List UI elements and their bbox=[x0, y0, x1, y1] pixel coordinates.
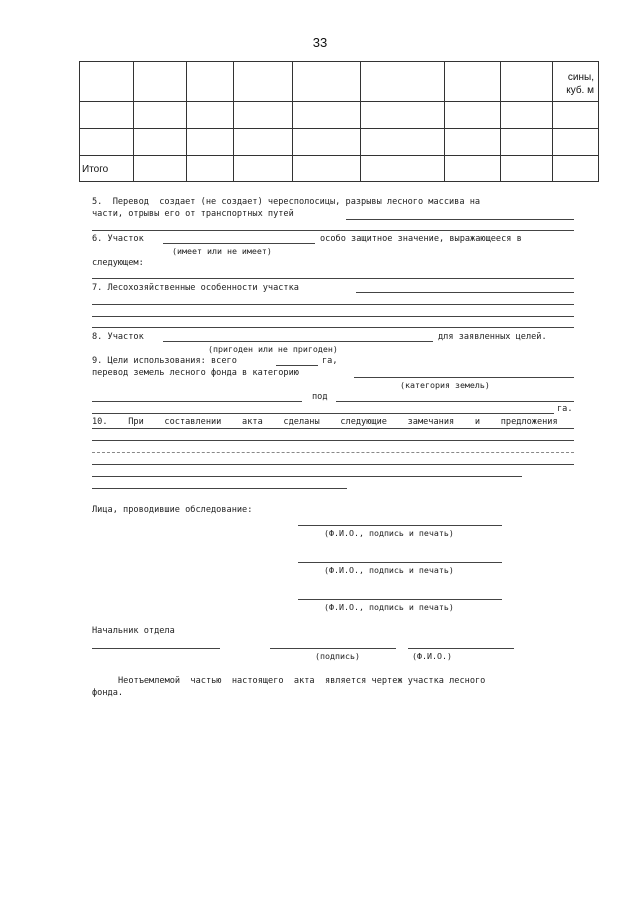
item9-category-fill[interactable] bbox=[354, 377, 574, 378]
signature-line-3[interactable] bbox=[298, 599, 502, 600]
item8-fill-line[interactable] bbox=[163, 341, 433, 342]
item10-fill-line-3[interactable] bbox=[92, 452, 574, 453]
head-extra-line[interactable] bbox=[92, 648, 220, 649]
item10-fill-line-4[interactable] bbox=[92, 464, 574, 465]
item5-fill-line[interactable] bbox=[346, 219, 574, 220]
item9-pod: под bbox=[312, 392, 328, 402]
item8-label: 8. Участок bbox=[92, 332, 144, 342]
signature-line-2[interactable] bbox=[298, 562, 502, 563]
item6-fill-line[interactable] bbox=[163, 243, 315, 244]
persons-label: Лица, проводившие обследование: bbox=[92, 505, 253, 515]
item7-fill-line-3[interactable] bbox=[92, 316, 574, 317]
table-row bbox=[80, 102, 599, 129]
signature-hint-2: (Ф.И.О., подпись и печать) bbox=[324, 565, 454, 575]
item5-fill-line-2[interactable] bbox=[92, 230, 574, 231]
item7-fill-line-4[interactable] bbox=[92, 327, 574, 328]
item9-hint: (категория земель) bbox=[400, 380, 490, 390]
data-table bbox=[79, 61, 599, 182]
item9-ha: га, bbox=[322, 356, 338, 366]
item9-ga: га. bbox=[557, 404, 573, 414]
total-label-cell bbox=[80, 156, 134, 182]
table-header-cell bbox=[553, 62, 599, 102]
table-row bbox=[80, 62, 599, 102]
signature-hint-1: (Ф.И.О., подпись и печать) bbox=[324, 528, 454, 538]
footer-line1: Неотъемлемой частью настоящего акта является чертеж участка лесного bbox=[118, 676, 486, 686]
table-total-row bbox=[80, 156, 599, 182]
item6-label: 6. Участок bbox=[92, 234, 144, 244]
item10-label: 10. При составлении акта сделаны следующие замечания и предложения bbox=[92, 417, 558, 427]
item9-label: 9. Цели использования: всего bbox=[92, 356, 237, 366]
item9-fill-line-2[interactable] bbox=[92, 401, 302, 402]
item8-text: для заявленных целей. bbox=[438, 332, 547, 342]
signature-line-1[interactable] bbox=[298, 525, 502, 526]
item5-line2: части, отрывы его от транспортных путей bbox=[92, 209, 294, 219]
total-label: Итого bbox=[82, 164, 109, 175]
item7-fill-line[interactable] bbox=[356, 292, 574, 293]
item9-pod-fill[interactable] bbox=[336, 401, 574, 402]
item7-fill-line-2[interactable] bbox=[92, 304, 574, 305]
item9-category-text: перевод земель лесного фонда в категорию bbox=[92, 368, 299, 378]
item8-hint: (пригоден или не пригоден) bbox=[208, 344, 338, 354]
item6-fill-line-2[interactable] bbox=[92, 278, 574, 279]
item5-line1: 5. Перевод создает (не создает) чересполосицы, разрывы лесного массива на bbox=[92, 197, 481, 207]
item10-fill-line-6[interactable] bbox=[92, 488, 347, 489]
item9-fill-line-3[interactable] bbox=[92, 413, 554, 414]
item7-label: 7. Лесохозяйственные особенности участка bbox=[92, 283, 299, 293]
item6-following: следующем: bbox=[92, 258, 144, 268]
page-number: 33 bbox=[312, 35, 328, 50]
item10-fill-line-5[interactable] bbox=[92, 476, 522, 477]
footer-line2: фонда. bbox=[92, 688, 124, 698]
head-fio-line[interactable] bbox=[408, 648, 514, 649]
head-label: Начальник отдела bbox=[92, 626, 175, 636]
item10-fill-line-2[interactable] bbox=[92, 440, 574, 441]
head-sign-line[interactable] bbox=[270, 648, 396, 649]
table-header-text: сины, куб. м bbox=[566, 72, 594, 96]
signature-hint-3: (Ф.И.О., подпись и печать) bbox=[324, 602, 454, 612]
head-fio-hint: (Ф.И.О.) bbox=[412, 651, 452, 661]
item6-text: особо защитное значение, выражающееся в bbox=[320, 234, 522, 244]
table-row bbox=[80, 129, 599, 156]
item10-fill-line-1[interactable] bbox=[92, 428, 574, 429]
head-sign-hint: (подпись) bbox=[315, 651, 360, 661]
item9-total-fill[interactable] bbox=[276, 365, 318, 366]
item6-hint: (имеет или не имеет) bbox=[172, 246, 272, 256]
